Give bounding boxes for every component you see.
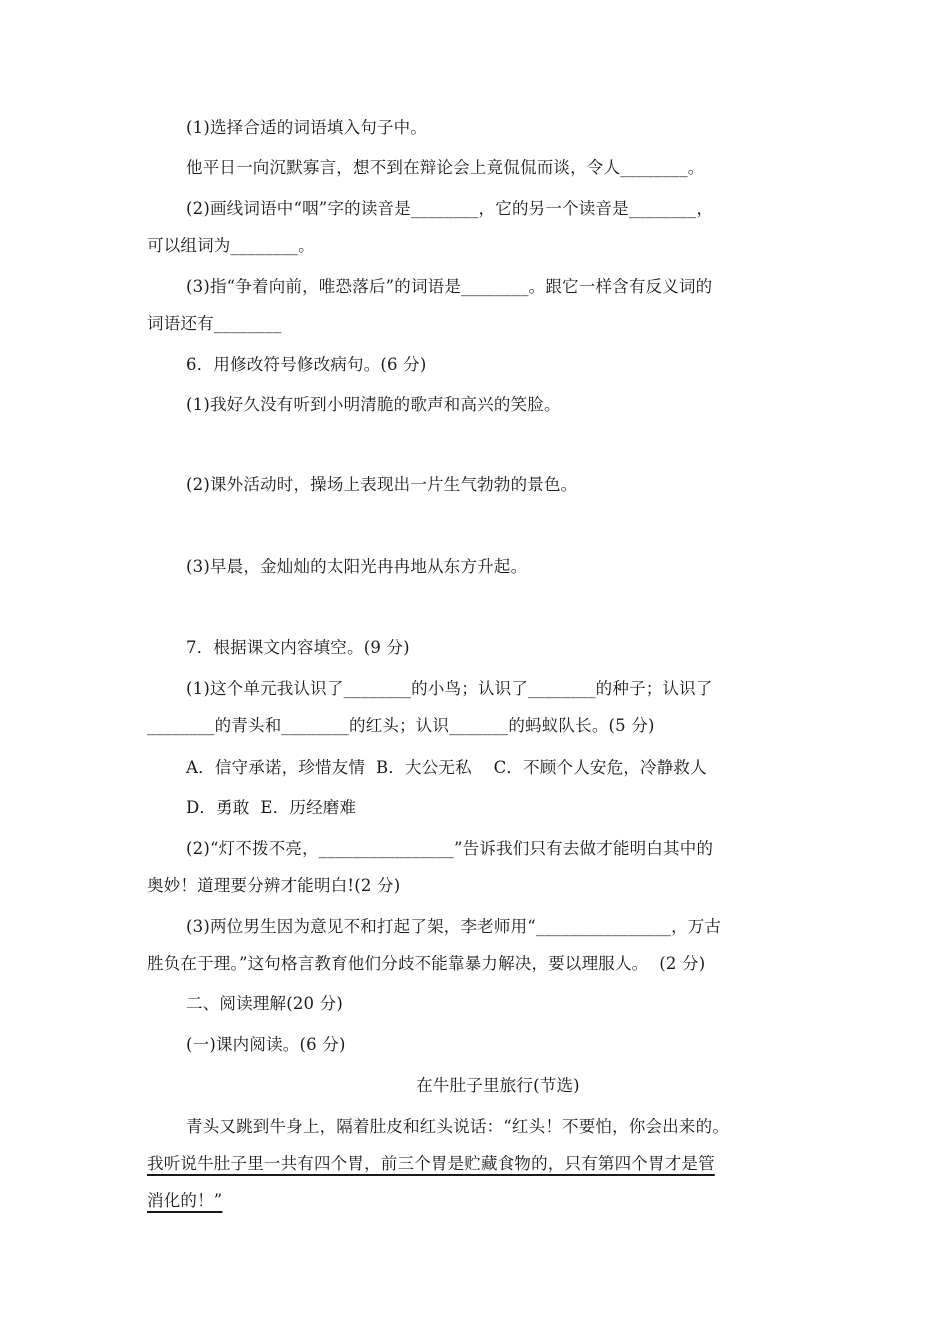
q5-sub1-instruction: (1)选择合适的词语填入句子中。 — [186, 118, 428, 137]
q7-sub2-line1: (2)“灯不拨不亮，________________”告诉我们只有去做才能明白其中的 — [186, 839, 714, 858]
passage-line-2-underlined — [0, 1152, 950, 1176]
underlined-text: 我听说牛肚子里一共有四个胃，前三个胃是贮藏食物的，只有第四个胃才是管 — [147, 1154, 715, 1173]
underlined-text: 消化的！” — [147, 1191, 223, 1210]
q7-sub2-line2: 奥妙！道理要分辨才能明白!(2 分) — [147, 876, 401, 895]
q7-heading: 7．根据课文内容填空。(9 分) — [186, 638, 410, 657]
reading-part-1-heading: (一)课内阅读。(6 分) — [186, 1035, 346, 1054]
q7-options-2: D．勇敢 E．历经磨难 — [186, 798, 357, 817]
q6-sentence-2: (2)课外活动时，操场上表现出一片生气勃勃的景色。 — [186, 475, 578, 494]
passage-line-1: 青头又跳到牛身上，隔着肚皮和红头说话：“红头！不要怕，你会出来的。 — [186, 1117, 730, 1136]
q7-sub3-line2: 胜负在于理。”这句格言教育他们分歧不能靠暴力解决，要以理服人。 (2 分) — [147, 954, 706, 973]
q5-sub3-line2: 词语还有________ — [147, 314, 282, 333]
q7-sub1-line1: (1)这个单元我认识了________的小鸟；认识了________的种子；认识了 — [186, 679, 713, 698]
q7-sub1-line2: ________的青头和________的红头；认识_______的蚂蚁队长。(5 分) — [147, 716, 655, 735]
q6-sentence-1: (1)我好久没有听到小明清脆的歌声和高兴的笑脸。 — [186, 395, 561, 414]
q7-options-1: A．信守承诺，珍惜友情 B．大公无私 C．不顾个人安危，冷静救人 — [186, 758, 707, 777]
q5-sub1-sentence: 他平日一向沉默寡言，想不到在辩论会上竟侃侃而谈，令人________。 — [186, 158, 705, 177]
q5-sub3-line1: (3)指“争着向前，唯恐落后”的词语是________。跟它一样含有反义词的 — [186, 277, 713, 296]
q5-sub2-line2: 可以组词为________。 — [147, 236, 315, 255]
section-2-heading: 二、阅读理解(20 分) — [186, 994, 344, 1013]
q6-sentence-3: (3)早晨，金灿灿的太阳光冉冉地从东方升起。 — [186, 557, 528, 576]
q5-sub2-line1: (2)画线词语中“咽”字的读音是________，它的另一个读音是________， — [186, 199, 714, 218]
q7-sub3-line1: (3)两位男生因为意见不和打起了架，李老师用“________________，万古 — [186, 917, 722, 936]
q6-heading: 6．用修改符号修改病句。(6 分) — [186, 355, 427, 374]
passage-title: 在牛肚子里旅行(节选) — [416, 1076, 580, 1095]
passage-line-3-underlined — [0, 1189, 950, 1213]
